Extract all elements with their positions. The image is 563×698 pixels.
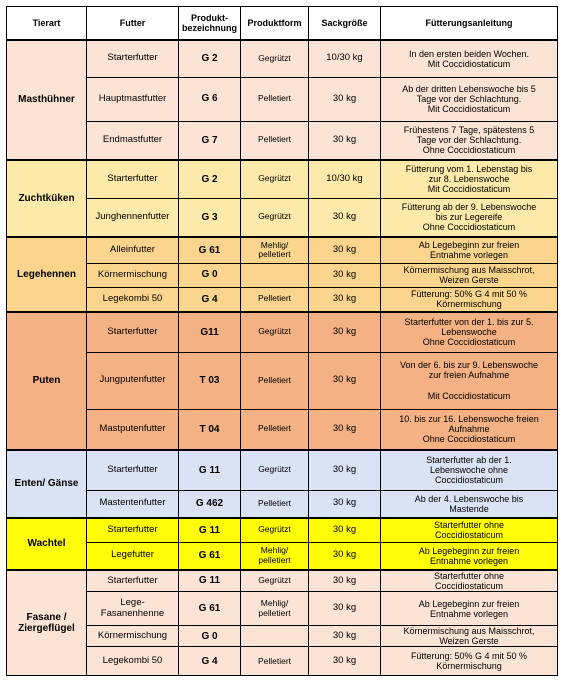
table-row — [7, 312, 558, 352]
produktbezeichnung-cell: G 11 — [179, 518, 241, 542]
sackgroesse-cell: 30 kg — [309, 352, 381, 409]
sackgroesse-cell: 30 kg — [309, 237, 381, 263]
futter-cell: Hauptmastfutter — [87, 77, 179, 121]
futter-cell: Starterfutter — [87, 518, 179, 542]
header-sackgroesse: Sackgröße — [309, 7, 381, 41]
sackgroesse-cell: 30 kg — [309, 490, 381, 518]
table-row — [7, 490, 558, 518]
produktform-cell: Pelletiert — [241, 287, 309, 312]
produktform-cell: Pelletiert — [241, 77, 309, 121]
feed-table — [6, 6, 558, 676]
produktbezeichnung-cell: G 4 — [179, 647, 241, 676]
sackgroesse-cell: 30 kg — [309, 121, 381, 160]
produktform-cell: Mehlig/ pelletiert — [241, 592, 309, 626]
produktbezeichnung-cell: G 7 — [179, 121, 241, 160]
produktform-cell: Mehlig/ pelletiert — [241, 237, 309, 263]
tierart-masthuehner: Masthühner — [7, 40, 87, 160]
header-fuetterungsanleitung: Fütterungsanleitung — [381, 7, 558, 41]
fuetterungsanleitung-cell: Ab der 4. Lebenswoche bis Mastende — [381, 490, 558, 518]
futter-cell: Jungputenfutter — [87, 352, 179, 409]
produktbezeichnung-cell: G 11 — [179, 450, 241, 490]
header-produktform: Produktform — [241, 7, 309, 41]
sackgroesse-cell: 30 kg — [309, 518, 381, 542]
produktbezeichnung-cell: G 2 — [179, 40, 241, 77]
futter-cell: Starterfutter — [87, 570, 179, 592]
fuetterungsanleitung-cell: Fütterung: 50% G 4 mit 50 % Körnermischung — [381, 287, 558, 312]
table-row — [7, 592, 558, 626]
produktbezeichnung-cell: G 61 — [179, 542, 241, 570]
produktbezeichnung-cell: G 6 — [179, 77, 241, 121]
produktform-cell: Mehlig/ pelletiert — [241, 542, 309, 570]
table-row — [7, 450, 558, 490]
futter-cell: Lege- Fasanenhenne — [87, 592, 179, 626]
table-row — [7, 647, 558, 676]
tierart-legehennen: Legehennen — [7, 237, 87, 312]
produktbezeichnung-cell: G11 — [179, 312, 241, 352]
futter-cell: Starterfutter — [87, 40, 179, 77]
produktbezeichnung-cell: G 0 — [179, 263, 241, 287]
tierart-zuchtkueken: Zuchtküken — [7, 160, 87, 237]
produktform-cell: Gegrützt — [241, 198, 309, 237]
tierart-enten-gaense: Enten/ Gänse — [7, 450, 87, 518]
futter-cell: Körnermischung — [87, 626, 179, 647]
produktbezeichnung-cell: G 11 — [179, 570, 241, 592]
produktbezeichnung-cell: G 3 — [179, 198, 241, 237]
header-produktbezeichnung: Produkt- bezeichnung — [179, 7, 241, 41]
futter-cell: Junghennenfutter — [87, 198, 179, 237]
futter-cell: Mastentenfutter — [87, 490, 179, 518]
table-row — [7, 409, 558, 450]
sackgroesse-cell: 30 kg — [309, 570, 381, 592]
sackgroesse-cell: 30 kg — [309, 77, 381, 121]
tierart-puten: Puten — [7, 312, 87, 450]
fuetterungsanleitung-cell: In den ersten beiden Wochen. Mit Coccidiostaticum — [381, 40, 558, 77]
table-row — [7, 542, 558, 570]
table-row — [7, 287, 558, 312]
table-row — [7, 121, 558, 160]
produktbezeichnung-cell: T 03 — [179, 352, 241, 409]
fuetterungsanleitung-cell: Fütterung ab der 9. Lebenswoche bis zur Legereife Ohne Coccidiostaticum — [381, 198, 558, 237]
table-body — [7, 40, 558, 676]
produktform-cell: Pelletiert — [241, 352, 309, 409]
futter-cell: Mastputenfutter — [87, 409, 179, 450]
futter-cell: Legekombi 50 — [87, 287, 179, 312]
produktbezeichnung-cell: G 4 — [179, 287, 241, 312]
futter-cell: Körnermischung — [87, 263, 179, 287]
produktbezeichnung-cell: G 61 — [179, 237, 241, 263]
produktform-cell: Gegrützt — [241, 40, 309, 77]
sackgroesse-cell: 10/30 kg — [309, 40, 381, 77]
produktform-cell: Pelletiert — [241, 647, 309, 676]
futter-cell: Starterfutter — [87, 160, 179, 198]
table-row — [7, 237, 558, 263]
fuetterungsanleitung-cell: Körnermischung aus Maisschrot, Weizen Gerste — [381, 263, 558, 287]
table-row — [7, 263, 558, 287]
header-row — [7, 7, 558, 41]
table-row — [7, 77, 558, 121]
sackgroesse-cell: 30 kg — [309, 409, 381, 450]
produktbezeichnung-cell: G 0 — [179, 626, 241, 647]
fuetterungsanleitung-cell: Frühestens 7 Tage, spätestens 5 Tage vor der Schlachtung. Ohne Coccidiostaticum — [381, 121, 558, 160]
sackgroesse-cell: 30 kg — [309, 542, 381, 570]
fuetterungsanleitung-cell: Starterfutter ab der 1. Lebenswoche ohne Coccidiostaticum — [381, 450, 558, 490]
produktform-cell: Pelletiert — [241, 490, 309, 518]
futter-cell: Starterfutter — [87, 450, 179, 490]
table-row — [7, 570, 558, 592]
sackgroesse-cell: 30 kg — [309, 312, 381, 352]
sackgroesse-cell: 30 kg — [309, 626, 381, 647]
table-row — [7, 518, 558, 542]
futter-cell: Legekombi 50 — [87, 647, 179, 676]
produktform-cell: Gegrützt — [241, 160, 309, 198]
table-row — [7, 352, 558, 409]
futter-cell: Starterfutter — [87, 312, 179, 352]
produktbezeichnung-cell: G 2 — [179, 160, 241, 198]
produktform-cell: Gegrützt — [241, 518, 309, 542]
produktform-cell: Pelletiert — [241, 409, 309, 450]
header-tierart: Tierart — [7, 7, 87, 41]
produktform-cell: Gegrützt — [241, 312, 309, 352]
fuetterungsanleitung-cell: Starterfutter ohne Coccidiostaticum — [381, 518, 558, 542]
table-row — [7, 160, 558, 198]
produktbezeichnung-cell: G 462 — [179, 490, 241, 518]
produktbezeichnung-cell: T 04 — [179, 409, 241, 450]
sackgroesse-cell: 30 kg — [309, 287, 381, 312]
sackgroesse-cell: 30 kg — [309, 647, 381, 676]
fuetterungsanleitung-cell: Fütterung: 50% G 4 mit 50 % Körnermischung — [381, 647, 558, 676]
table-row — [7, 40, 558, 77]
produktform-cell — [241, 626, 309, 647]
sackgroesse-cell: 30 kg — [309, 263, 381, 287]
produktform-cell: Gegrützt — [241, 570, 309, 592]
fuetterungsanleitung-cell: Ab Legebeginn zur freien Entnahme vorlegen — [381, 592, 558, 626]
futter-cell: Endmastfutter — [87, 121, 179, 160]
fuetterungsanleitung-cell: Fütterung vom 1. Lebenstag bis zur 8. Lebenswoche Mit Coccidiostaticum — [381, 160, 558, 198]
futter-cell: Legefutter — [87, 542, 179, 570]
table-row — [7, 198, 558, 237]
sackgroesse-cell: 30 kg — [309, 198, 381, 237]
fuetterungsanleitung-cell: Ab der dritten Lebenswoche bis 5 Tage vor der Schlachtung. Mit Coccidiostaticum — [381, 77, 558, 121]
fuetterungsanleitung-cell: Körnermischung aus Maisschrot, Weizen Gerste — [381, 626, 558, 647]
fuetterungsanleitung-cell: Ab Legebeginn zur freien Entnahme vorlegen — [381, 237, 558, 263]
header-futter: Futter — [87, 7, 179, 41]
produktbezeichnung-cell: G 61 — [179, 592, 241, 626]
fuetterungsanleitung-cell: Starterfutter ohne Coccidiostaticum — [381, 570, 558, 592]
sackgroesse-cell: 30 kg — [309, 592, 381, 626]
sackgroesse-cell: 30 kg — [309, 450, 381, 490]
fuetterungsanleitung-cell: 10. bis zur 16. Lebenswoche freien Aufnahme Ohne Coccidiostaticum — [381, 409, 558, 450]
table-row — [7, 626, 558, 647]
fuetterungsanleitung-cell: Starterfutter von der 1. bis zur 5. Lebenswoche Ohne Coccidiostaticum — [381, 312, 558, 352]
tierart-wachtel: Wachtel — [7, 518, 87, 570]
produktform-cell — [241, 263, 309, 287]
sackgroesse-cell: 10/30 kg — [309, 160, 381, 198]
fuetterungsanleitung-cell: Von der 6. bis zur 9. Lebenswoche zur freien Aufnahme Mit Coccidiostaticum — [381, 352, 558, 409]
fuetterungsanleitung-cell: Ab Legebeginn zur freien Entnahme vorlegen — [381, 542, 558, 570]
produktform-cell: Pelletiert — [241, 121, 309, 160]
produktform-cell: Gegrützt — [241, 450, 309, 490]
futter-cell: Alleinfutter — [87, 237, 179, 263]
tierart-fasane-ziergefluegel: Fasane / Ziergeflügel — [7, 570, 87, 676]
